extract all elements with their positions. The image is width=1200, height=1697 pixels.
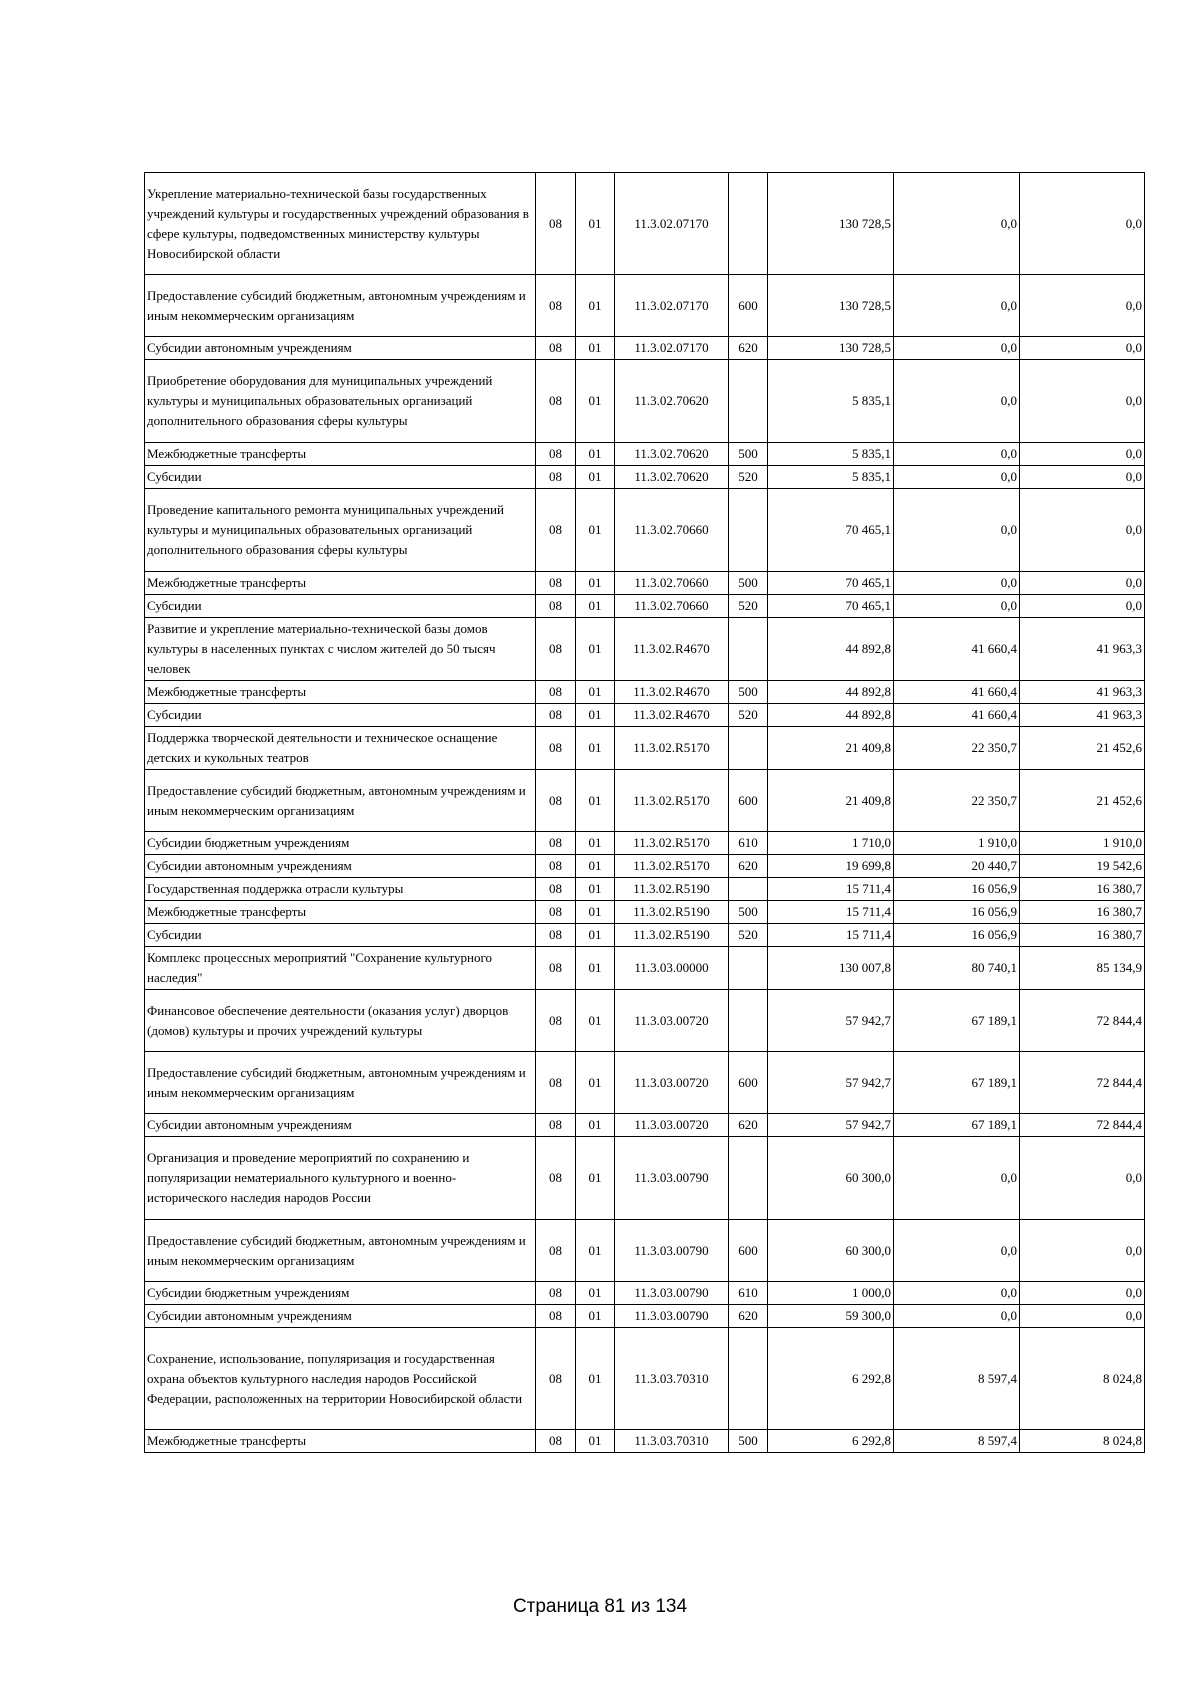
row-section-code: 08 bbox=[536, 878, 576, 901]
row-amount-year-3: 21 452,6 bbox=[1020, 770, 1145, 832]
row-amount-year-1: 21 409,8 bbox=[768, 727, 894, 770]
table-row bbox=[145, 1430, 1145, 1453]
row-subsection-code: 01 bbox=[576, 1114, 615, 1137]
row-name: Субсидии автономным учреждениям bbox=[145, 855, 536, 878]
row-amount-year-3: 0,0 bbox=[1020, 572, 1145, 595]
row-name: Комплекс процессных мероприятий "Сохранение культурного наследия" bbox=[145, 947, 536, 990]
row-expense-type: 600 bbox=[729, 1220, 768, 1282]
row-name: Проведение капитального ремонта муниципальных учреждений культуры и муниципальных образовательных организаций дополнительного образования сферы культуры bbox=[145, 489, 536, 572]
row-amount-year-3: 8 024,8 bbox=[1020, 1328, 1145, 1430]
row-section-code: 08 bbox=[536, 1282, 576, 1305]
row-amount-year-2: 0,0 bbox=[894, 173, 1020, 275]
row-target-article: 11.3.02.70660 bbox=[615, 489, 729, 572]
row-section-code: 08 bbox=[536, 681, 576, 704]
row-section-code: 08 bbox=[536, 770, 576, 832]
row-expense-type bbox=[729, 360, 768, 443]
row-section-code: 08 bbox=[536, 618, 576, 681]
row-expense-type: 520 bbox=[729, 704, 768, 727]
row-subsection-code: 01 bbox=[576, 1328, 615, 1430]
row-amount-year-3: 0,0 bbox=[1020, 466, 1145, 489]
row-amount-year-2: 0,0 bbox=[894, 443, 1020, 466]
row-amount-year-1: 130 007,8 bbox=[768, 947, 894, 990]
row-amount-year-3: 72 844,4 bbox=[1020, 1052, 1145, 1114]
row-amount-year-3: 0,0 bbox=[1020, 337, 1145, 360]
row-amount-year-3: 19 542,6 bbox=[1020, 855, 1145, 878]
row-section-code: 08 bbox=[536, 1220, 576, 1282]
row-amount-year-1: 21 409,8 bbox=[768, 770, 894, 832]
row-amount-year-1: 6 292,8 bbox=[768, 1430, 894, 1453]
row-amount-year-2: 16 056,9 bbox=[894, 878, 1020, 901]
table-row bbox=[145, 618, 1145, 681]
row-name: Поддержка творческой деятельности и техническое оснащение детских и кукольных театров bbox=[145, 727, 536, 770]
row-amount-year-3: 0,0 bbox=[1020, 1137, 1145, 1220]
row-amount-year-2: 0,0 bbox=[894, 337, 1020, 360]
row-subsection-code: 01 bbox=[576, 1220, 615, 1282]
row-amount-year-2: 67 189,1 bbox=[894, 1052, 1020, 1114]
row-amount-year-2: 8 597,4 bbox=[894, 1430, 1020, 1453]
table-row bbox=[145, 727, 1145, 770]
row-target-article: 11.3.03.00000 bbox=[615, 947, 729, 990]
table-row bbox=[145, 704, 1145, 727]
row-amount-year-3: 0,0 bbox=[1020, 360, 1145, 443]
table-row bbox=[145, 855, 1145, 878]
row-target-article: 11.3.03.00790 bbox=[615, 1220, 729, 1282]
row-section-code: 08 bbox=[536, 990, 576, 1052]
row-subsection-code: 01 bbox=[576, 947, 615, 990]
row-subsection-code: 01 bbox=[576, 173, 615, 275]
row-target-article: 11.3.02.R5170 bbox=[615, 832, 729, 855]
row-amount-year-2: 41 660,4 bbox=[894, 704, 1020, 727]
row-amount-year-3: 85 134,9 bbox=[1020, 947, 1145, 990]
row-name: Субсидии bbox=[145, 704, 536, 727]
row-amount-year-2: 22 350,7 bbox=[894, 770, 1020, 832]
row-name: Развитие и укрепление материально-технической базы домов культуры в населенных пунктах с числом жителей до 50 тысяч человек bbox=[145, 618, 536, 681]
row-amount-year-1: 5 835,1 bbox=[768, 466, 894, 489]
row-expense-type: 620 bbox=[729, 855, 768, 878]
row-section-code: 08 bbox=[536, 1328, 576, 1430]
row-amount-year-3: 41 963,3 bbox=[1020, 618, 1145, 681]
row-target-article: 11.3.02.07170 bbox=[615, 275, 729, 337]
table-row bbox=[145, 1220, 1145, 1282]
row-name: Предоставление субсидий бюджетным, автономным учреждениям и иным некоммерческим организациям bbox=[145, 1052, 536, 1114]
row-amount-year-1: 5 835,1 bbox=[768, 360, 894, 443]
row-expense-type bbox=[729, 489, 768, 572]
table-row bbox=[145, 489, 1145, 572]
row-section-code: 08 bbox=[536, 1430, 576, 1453]
row-name: Субсидии автономным учреждениям bbox=[145, 337, 536, 360]
row-name: Субсидии bbox=[145, 595, 536, 618]
table-row bbox=[145, 770, 1145, 832]
table-row bbox=[145, 1052, 1145, 1114]
table-row bbox=[145, 1282, 1145, 1305]
row-subsection-code: 01 bbox=[576, 770, 615, 832]
row-expense-type: 500 bbox=[729, 443, 768, 466]
row-amount-year-3: 0,0 bbox=[1020, 173, 1145, 275]
row-subsection-code: 01 bbox=[576, 337, 615, 360]
row-section-code: 08 bbox=[536, 901, 576, 924]
row-subsection-code: 01 bbox=[576, 1137, 615, 1220]
row-amount-year-2: 0,0 bbox=[894, 466, 1020, 489]
row-section-code: 08 bbox=[536, 704, 576, 727]
row-amount-year-2: 0,0 bbox=[894, 1137, 1020, 1220]
row-expense-type: 520 bbox=[729, 924, 768, 947]
row-subsection-code: 01 bbox=[576, 990, 615, 1052]
row-amount-year-1: 70 465,1 bbox=[768, 595, 894, 618]
row-amount-year-2: 16 056,9 bbox=[894, 924, 1020, 947]
row-amount-year-2: 0,0 bbox=[894, 1305, 1020, 1328]
row-amount-year-1: 60 300,0 bbox=[768, 1220, 894, 1282]
table-row bbox=[145, 572, 1145, 595]
row-subsection-code: 01 bbox=[576, 595, 615, 618]
row-expense-type bbox=[729, 173, 768, 275]
row-amount-year-3: 0,0 bbox=[1020, 1220, 1145, 1282]
row-amount-year-3: 0,0 bbox=[1020, 275, 1145, 337]
row-amount-year-3: 72 844,4 bbox=[1020, 990, 1145, 1052]
row-amount-year-3: 0,0 bbox=[1020, 1282, 1145, 1305]
row-amount-year-3: 1 910,0 bbox=[1020, 832, 1145, 855]
row-amount-year-2: 41 660,4 bbox=[894, 618, 1020, 681]
row-subsection-code: 01 bbox=[576, 489, 615, 572]
row-subsection-code: 01 bbox=[576, 443, 615, 466]
row-expense-type bbox=[729, 618, 768, 681]
row-target-article: 11.3.02.R5190 bbox=[615, 878, 729, 901]
row-amount-year-2: 20 440,7 bbox=[894, 855, 1020, 878]
row-subsection-code: 01 bbox=[576, 275, 615, 337]
row-amount-year-1: 59 300,0 bbox=[768, 1305, 894, 1328]
row-expense-type: 500 bbox=[729, 1430, 768, 1453]
table-row bbox=[145, 360, 1145, 443]
row-amount-year-1: 57 942,7 bbox=[768, 1052, 894, 1114]
table-row bbox=[145, 832, 1145, 855]
row-expense-type: 520 bbox=[729, 466, 768, 489]
row-amount-year-1: 15 711,4 bbox=[768, 901, 894, 924]
row-subsection-code: 01 bbox=[576, 1282, 615, 1305]
row-section-code: 08 bbox=[536, 1114, 576, 1137]
row-name: Межбюджетные трансферты bbox=[145, 443, 536, 466]
row-expense-type bbox=[729, 727, 768, 770]
table-row bbox=[145, 466, 1145, 489]
row-amount-year-2: 67 189,1 bbox=[894, 990, 1020, 1052]
row-subsection-code: 01 bbox=[576, 878, 615, 901]
row-name: Предоставление субсидий бюджетным, автономным учреждениям и иным некоммерческим организациям bbox=[145, 770, 536, 832]
row-name: Межбюджетные трансферты bbox=[145, 572, 536, 595]
row-amount-year-3: 16 380,7 bbox=[1020, 878, 1145, 901]
row-amount-year-1: 130 728,5 bbox=[768, 275, 894, 337]
row-target-article: 11.3.02.07170 bbox=[615, 337, 729, 360]
budget-table bbox=[144, 172, 1145, 1453]
row-expense-type: 620 bbox=[729, 337, 768, 360]
row-amount-year-1: 15 711,4 bbox=[768, 924, 894, 947]
table-row bbox=[145, 337, 1145, 360]
row-name: Укрепление материально-технической базы государственных учреждений культуры и государственных учреждений образования в сфере культуры, подведомственных министерству культуры Новосибирской области bbox=[145, 173, 536, 275]
page-number: Страница 81 из 134 bbox=[512, 1596, 688, 1617]
row-amount-year-3: 0,0 bbox=[1020, 489, 1145, 572]
row-amount-year-1: 6 292,8 bbox=[768, 1328, 894, 1430]
row-amount-year-1: 70 465,1 bbox=[768, 489, 894, 572]
row-expense-type bbox=[729, 1328, 768, 1430]
row-name: Государственная поддержка отрасли культуры bbox=[145, 878, 536, 901]
row-name: Субсидии автономным учреждениям bbox=[145, 1114, 536, 1137]
row-amount-year-2: 67 189,1 bbox=[894, 1114, 1020, 1137]
table-row bbox=[145, 173, 1145, 275]
row-name: Предоставление субсидий бюджетным, автономным учреждениям и иным некоммерческим организациям bbox=[145, 1220, 536, 1282]
table-row bbox=[145, 443, 1145, 466]
row-amount-year-3: 0,0 bbox=[1020, 443, 1145, 466]
table-row bbox=[145, 1137, 1145, 1220]
row-target-article: 11.3.02.70620 bbox=[615, 360, 729, 443]
row-amount-year-2: 0,0 bbox=[894, 595, 1020, 618]
row-amount-year-3: 0,0 bbox=[1020, 1305, 1145, 1328]
row-amount-year-1: 15 711,4 bbox=[768, 878, 894, 901]
table-row bbox=[145, 924, 1145, 947]
table-row bbox=[145, 1114, 1145, 1137]
row-name: Приобретение оборудования для муниципальных учреждений культуры и муниципальных образовательных организаций дополнительного образования сферы культуры bbox=[145, 360, 536, 443]
table-row bbox=[145, 901, 1145, 924]
row-amount-year-3: 72 844,4 bbox=[1020, 1114, 1145, 1137]
row-subsection-code: 01 bbox=[576, 704, 615, 727]
row-target-article: 11.3.03.00790 bbox=[615, 1282, 729, 1305]
row-expense-type bbox=[729, 990, 768, 1052]
row-section-code: 08 bbox=[536, 466, 576, 489]
row-section-code: 08 bbox=[536, 727, 576, 770]
row-subsection-code: 01 bbox=[576, 618, 615, 681]
row-target-article: 11.3.03.00790 bbox=[615, 1137, 729, 1220]
row-amount-year-1: 1 710,0 bbox=[768, 832, 894, 855]
row-target-article: 11.3.02.R5170 bbox=[615, 855, 729, 878]
row-target-article: 11.3.02.R5190 bbox=[615, 901, 729, 924]
row-target-article: 11.3.02.R5170 bbox=[615, 727, 729, 770]
row-name: Субсидии бюджетным учреждениям bbox=[145, 832, 536, 855]
row-amount-year-2: 0,0 bbox=[894, 1282, 1020, 1305]
row-name: Предоставление субсидий бюджетным, автономным учреждениям и иным некоммерческим организациям bbox=[145, 275, 536, 337]
row-amount-year-1: 57 942,7 bbox=[768, 990, 894, 1052]
table-row bbox=[145, 947, 1145, 990]
row-section-code: 08 bbox=[536, 275, 576, 337]
row-expense-type: 610 bbox=[729, 832, 768, 855]
row-name: Организация и проведение мероприятий по сохранению и популяризации нематериального культурного и военно-исторического наследия народов России bbox=[145, 1137, 536, 1220]
row-amount-year-1: 19 699,8 bbox=[768, 855, 894, 878]
row-section-code: 08 bbox=[536, 337, 576, 360]
row-amount-year-1: 130 728,5 bbox=[768, 173, 894, 275]
row-expense-type: 600 bbox=[729, 770, 768, 832]
row-target-article: 11.3.02.07170 bbox=[615, 173, 729, 275]
row-subsection-code: 01 bbox=[576, 832, 615, 855]
row-amount-year-1: 60 300,0 bbox=[768, 1137, 894, 1220]
row-amount-year-1: 57 942,7 bbox=[768, 1114, 894, 1137]
row-target-article: 11.3.02.R5170 bbox=[615, 770, 729, 832]
table-row bbox=[145, 990, 1145, 1052]
row-amount-year-1: 1 000,0 bbox=[768, 1282, 894, 1305]
row-section-code: 08 bbox=[536, 572, 576, 595]
row-amount-year-2: 0,0 bbox=[894, 572, 1020, 595]
row-target-article: 11.3.02.R4670 bbox=[615, 681, 729, 704]
row-amount-year-2: 0,0 bbox=[894, 489, 1020, 572]
row-section-code: 08 bbox=[536, 855, 576, 878]
row-amount-year-1: 44 892,8 bbox=[768, 681, 894, 704]
row-amount-year-3: 21 452,6 bbox=[1020, 727, 1145, 770]
row-section-code: 08 bbox=[536, 947, 576, 990]
row-name: Субсидии bbox=[145, 924, 536, 947]
row-name: Межбюджетные трансферты bbox=[145, 901, 536, 924]
row-section-code: 08 bbox=[536, 489, 576, 572]
row-name: Межбюджетные трансферты bbox=[145, 1430, 536, 1453]
row-name: Межбюджетные трансферты bbox=[145, 681, 536, 704]
row-amount-year-1: 130 728,5 bbox=[768, 337, 894, 360]
row-name: Субсидии бюджетным учреждениям bbox=[145, 1282, 536, 1305]
row-amount-year-2: 80 740,1 bbox=[894, 947, 1020, 990]
row-target-article: 11.3.02.R5190 bbox=[615, 924, 729, 947]
row-subsection-code: 01 bbox=[576, 924, 615, 947]
row-amount-year-3: 0,0 bbox=[1020, 595, 1145, 618]
row-amount-year-1: 44 892,8 bbox=[768, 618, 894, 681]
row-amount-year-3: 41 963,3 bbox=[1020, 704, 1145, 727]
row-target-article: 11.3.02.R4670 bbox=[615, 704, 729, 727]
row-subsection-code: 01 bbox=[576, 466, 615, 489]
table-row bbox=[145, 275, 1145, 337]
row-subsection-code: 01 bbox=[576, 360, 615, 443]
row-expense-type bbox=[729, 947, 768, 990]
row-amount-year-2: 22 350,7 bbox=[894, 727, 1020, 770]
row-amount-year-1: 5 835,1 bbox=[768, 443, 894, 466]
row-expense-type: 610 bbox=[729, 1282, 768, 1305]
table-row bbox=[145, 681, 1145, 704]
row-subsection-code: 01 bbox=[576, 681, 615, 704]
row-expense-type: 600 bbox=[729, 1052, 768, 1114]
row-amount-year-1: 44 892,8 bbox=[768, 704, 894, 727]
row-expense-type bbox=[729, 878, 768, 901]
row-section-code: 08 bbox=[536, 1305, 576, 1328]
row-target-article: 11.3.03.00720 bbox=[615, 1114, 729, 1137]
row-target-article: 11.3.03.00720 bbox=[615, 1052, 729, 1114]
row-expense-type bbox=[729, 1137, 768, 1220]
row-expense-type: 620 bbox=[729, 1114, 768, 1137]
row-amount-year-3: 41 963,3 bbox=[1020, 681, 1145, 704]
row-amount-year-2: 8 597,4 bbox=[894, 1328, 1020, 1430]
row-amount-year-2: 0,0 bbox=[894, 360, 1020, 443]
row-target-article: 11.3.02.70660 bbox=[615, 595, 729, 618]
row-section-code: 08 bbox=[536, 443, 576, 466]
table-row bbox=[145, 878, 1145, 901]
row-target-article: 11.3.02.70660 bbox=[615, 572, 729, 595]
row-section-code: 08 bbox=[536, 832, 576, 855]
row-expense-type: 520 bbox=[729, 595, 768, 618]
row-section-code: 08 bbox=[536, 595, 576, 618]
table-row bbox=[145, 1305, 1145, 1328]
row-target-article: 11.3.02.70620 bbox=[615, 466, 729, 489]
row-subsection-code: 01 bbox=[576, 572, 615, 595]
row-amount-year-2: 16 056,9 bbox=[894, 901, 1020, 924]
row-section-code: 08 bbox=[536, 360, 576, 443]
row-expense-type: 500 bbox=[729, 681, 768, 704]
row-amount-year-2: 0,0 bbox=[894, 275, 1020, 337]
row-name: Субсидии bbox=[145, 466, 536, 489]
row-subsection-code: 01 bbox=[576, 1052, 615, 1114]
row-name: Субсидии автономным учреждениям bbox=[145, 1305, 536, 1328]
row-target-article: 11.3.03.70310 bbox=[615, 1430, 729, 1453]
table-body bbox=[145, 173, 1145, 1453]
row-target-article: 11.3.03.70310 bbox=[615, 1328, 729, 1430]
row-name: Сохранение, использование, популяризация и государственная охрана объектов культурного наследия народов Российской Федерации, расположенных на территории Новосибирской области bbox=[145, 1328, 536, 1430]
row-amount-year-1: 70 465,1 bbox=[768, 572, 894, 595]
row-target-article: 11.3.02.R4670 bbox=[615, 618, 729, 681]
row-section-code: 08 bbox=[536, 1052, 576, 1114]
row-subsection-code: 01 bbox=[576, 855, 615, 878]
row-section-code: 08 bbox=[536, 1137, 576, 1220]
row-target-article: 11.3.03.00720 bbox=[615, 990, 729, 1052]
row-amount-year-2: 0,0 bbox=[894, 1220, 1020, 1282]
table-row bbox=[145, 1328, 1145, 1430]
row-expense-type: 620 bbox=[729, 1305, 768, 1328]
row-subsection-code: 01 bbox=[576, 901, 615, 924]
row-amount-year-2: 41 660,4 bbox=[894, 681, 1020, 704]
row-subsection-code: 01 bbox=[576, 727, 615, 770]
row-expense-type: 600 bbox=[729, 275, 768, 337]
row-amount-year-3: 8 024,8 bbox=[1020, 1430, 1145, 1453]
row-target-article: 11.3.03.00790 bbox=[615, 1305, 729, 1328]
row-name: Финансовое обеспечение деятельности (оказания услуг) дворцов (домов) культуры и прочих учреждений культуры bbox=[145, 990, 536, 1052]
row-expense-type: 500 bbox=[729, 572, 768, 595]
row-subsection-code: 01 bbox=[576, 1430, 615, 1453]
row-section-code: 08 bbox=[536, 173, 576, 275]
row-section-code: 08 bbox=[536, 924, 576, 947]
row-target-article: 11.3.02.70620 bbox=[615, 443, 729, 466]
row-subsection-code: 01 bbox=[576, 1305, 615, 1328]
row-amount-year-2: 1 910,0 bbox=[894, 832, 1020, 855]
row-expense-type: 500 bbox=[729, 901, 768, 924]
row-amount-year-3: 16 380,7 bbox=[1020, 924, 1145, 947]
row-amount-year-3: 16 380,7 bbox=[1020, 901, 1145, 924]
table-row bbox=[145, 595, 1145, 618]
